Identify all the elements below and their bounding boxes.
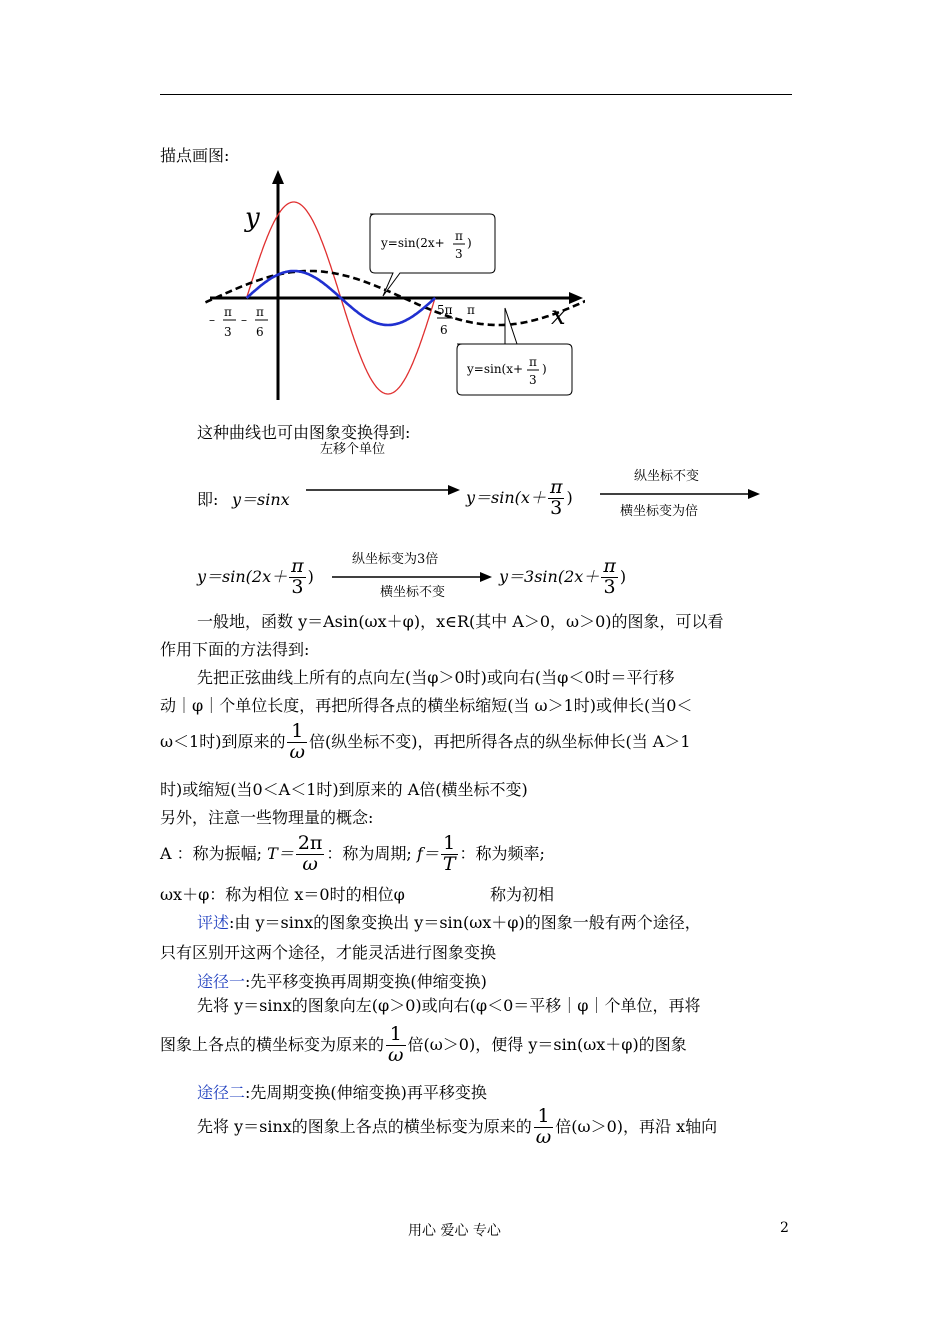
callout-top-suffix: ) (467, 236, 472, 250)
tick-neg-pi-over-3-den: 3 (224, 325, 232, 339)
general-line3: 先把正弦曲线上所有的点向左(当φ＞0时)或向右(当φ＜0时＝平行移 (197, 668, 675, 687)
general-line2: 作用下面的方法得到: (160, 640, 310, 659)
step2-arrow-top: 纵坐标变为3倍 (352, 552, 439, 567)
step1-above-arrow: 左移个单位 (320, 442, 386, 457)
general-line1: 一般地，函数 y＝Asin(ωx＋φ)，x∈R(其中 A＞0，ω＞0)的图象，可以看 (197, 612, 724, 631)
general-line4: 动｜φ｜个单位长度，再把所得各点的横坐标缩短(当 ω＞1时)或伸长(当0＜ (160, 696, 693, 715)
step2-to: y＝3sin(2x＋ $\frac{\pi}{3}$ ) (499, 555, 627, 598)
y-axis-arrow (272, 170, 284, 184)
y-axis-label: y (245, 203, 260, 233)
callout-top-den: 3 (455, 247, 463, 261)
callout-top-prefix: y=sin(2x+ (381, 236, 445, 250)
x-axis-arrow (569, 292, 583, 304)
minus-sign-1: – (209, 313, 215, 327)
sine-graph (205, 168, 585, 408)
header-rule (160, 94, 792, 95)
physics-intro: 另外，注意一些物理量的概念: (160, 808, 374, 827)
step1-to: y＝sin(x＋ $\frac{\pi}{3}$ ) (466, 476, 573, 519)
step2-arrow-bottom: 横坐标不变 (380, 585, 446, 600)
tick-neg-pi-over-6-den: 6 (256, 325, 264, 339)
callout-bottom-den: 3 (529, 373, 537, 387)
route1-line2: 图象上各点的横坐标变为原来的 $\frac{1}{\omega}$ 倍(ω＞0)，便得 y＝sin(ωx＋φ)的图象 (160, 1023, 687, 1066)
callout-top-num: π (455, 229, 463, 243)
tick-neg-pi-over-6-num: π (256, 305, 264, 319)
review-line2: 只有区别开这两个途径，才能灵活进行图象变换 (160, 943, 497, 962)
route1-title: 途径一:先平移变换再周期变换(伸缩变换) (197, 972, 487, 991)
step1-arrow2-bottom: 横坐标变为倍 (620, 504, 699, 519)
route2-title: 途径二:先周期变换(伸缩变换)再平移变换 (197, 1083, 487, 1102)
tick-5pi-over-6-den: 6 (440, 323, 448, 337)
physics-formulas: A ：称为振幅; T＝ $\frac{2\pi}{\omega}$ ：称为周期; f＝ $\frac{1}{T}$ ：称为频率; (160, 832, 545, 875)
tick-neg-pi-over-3-num: π (224, 305, 232, 319)
callout-bottom-suffix: ) (542, 362, 547, 376)
step1-from: y＝sinx (232, 490, 290, 509)
general-line5: ω＜1时)到原来的 $\frac{1}{\omega}$ 倍(纵坐标不变)，再把所得各点的纵坐标伸长(当 A＞1 (160, 720, 691, 763)
step1-prefix: 即: (197, 490, 219, 509)
step1-arrow2-top: 纵坐标不变 (634, 469, 700, 484)
step1-arrow2 (600, 487, 760, 501)
tick-5pi-over-6-num: 5π (437, 303, 453, 317)
callout-bottom-prefix: y=sin(x+ (467, 362, 524, 376)
footer-text: 用心 爱心 专心 (408, 1223, 501, 1239)
minus-sign-2: – (241, 313, 247, 327)
route2-line1: 先将 y＝sinx的图象上各点的横坐标变为原来的 $\frac{1}{\omega}$ 倍(ω＞0)，再沿 x轴向 (197, 1105, 718, 1148)
review-line1: 评述:由 y＝sinx的图象变换出 y＝sin(ωx＋φ)的图象一般有两个途径， (197, 913, 701, 932)
page-number: 2 (780, 1220, 789, 1236)
physics-initial: 称为初相 (490, 885, 555, 904)
step1-arrow (306, 483, 460, 497)
transform-intro: 这种曲线也可由图象变换得到: (197, 423, 411, 442)
tick-pi: π (467, 303, 475, 317)
general-line6: 时)或缩短(当0＜A＜1时)到原来的 A倍(横坐标不变) (160, 780, 528, 799)
callout-top-box (370, 214, 495, 296)
callout-bottom-num: π (529, 355, 537, 369)
step2-from: y＝sin(2x＋ $\frac{\pi}{3}$ ) (197, 555, 314, 598)
physics-phase: ωx＋φ：称为相位 x＝0时的相位φ (160, 885, 405, 904)
route1-line1: 先将 y＝sinx的图象向左(φ＞0)或向右(φ＜0＝平移｜φ｜个单位，再将 (197, 996, 701, 1015)
x-axis-label: x (551, 301, 566, 331)
section-heading: 描点画图: (160, 146, 230, 165)
